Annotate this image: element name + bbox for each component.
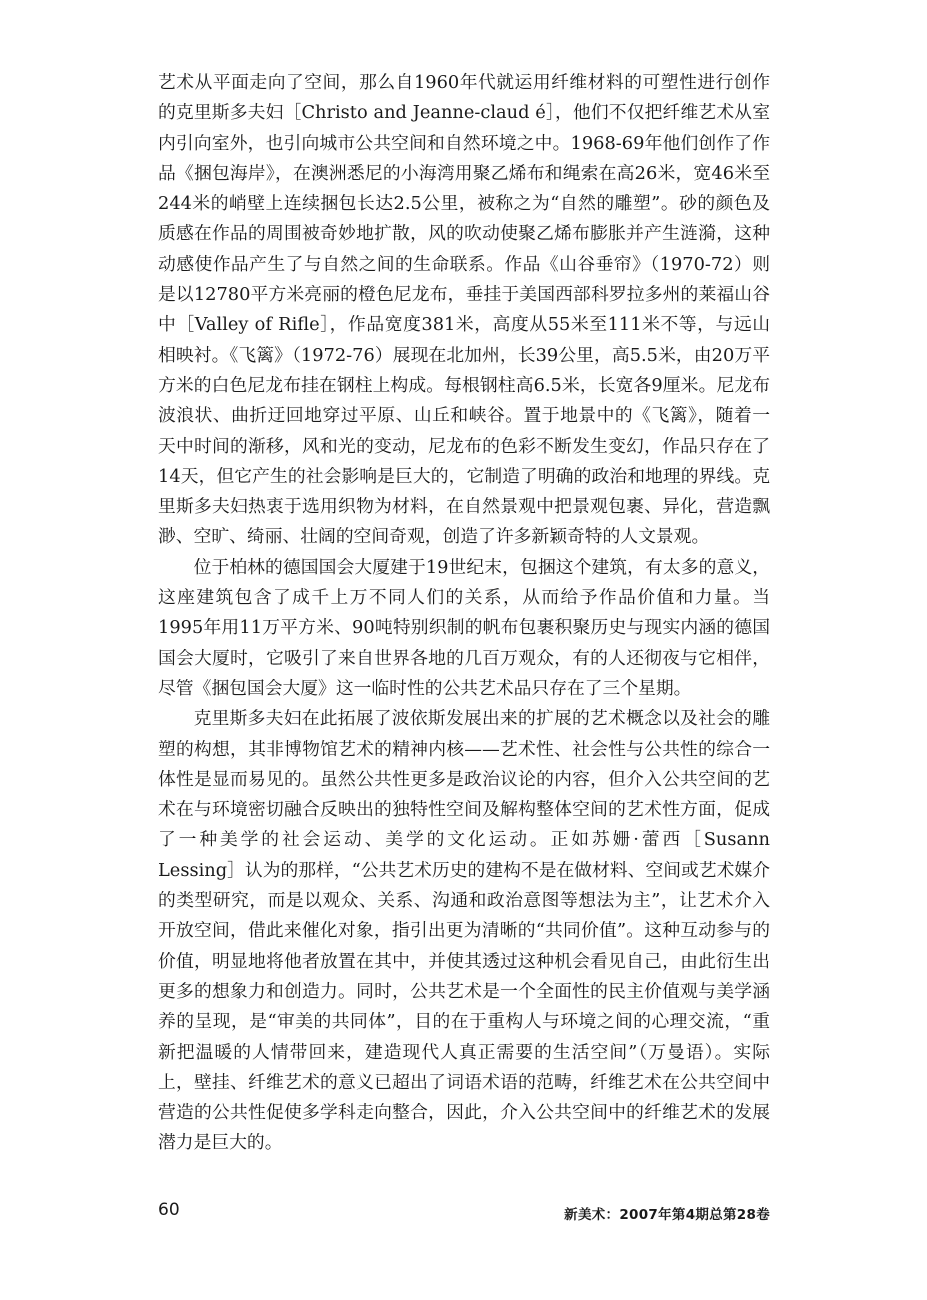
- paragraph-public-art: 克里斯多夫妇在此拓展了波依斯发展出来的扩展的艺术概念以及社会的雕塑的构想，其非博物馆艺术的精神内核——艺术性、社会性与公共性的综合一体性是显而易见的。虽然公共性更多是政治议论的内容，但介入公共空间的艺术在与环境密切融合反映出的独特性空间及解构整体空间的艺术性方面，促成了一种美学的社会运动、美学的文化运动。正如苏姗·蕾西［Susann Lessing］认为的那样，“公共艺术历史的建构不是在做材料、空间或艺术媒介的类型研究，而是以观众、关系、沟通和政治意图等想法为主”，让艺术介入开放空间，借此来催化对象，指引出更为清晰的“共同价值”。这种互动参与的价值，明显地将他者放置在其中，并使其透过这种机会看见自己，由此衍生出更多的想象力和创造力。同时，公共艺术是一个全面性的民主价值观与美学涵养的呈现，是“审美的共同体”，目的在于重构人与环境之间的心理交流，“重新把温暖的人情带回来，建造现代人真正需要的生活空间”（万曼语）。实际上，壁挂、纤维艺术的意义已超出了词语术语的范畴，纤维艺术在公共空间中营造的公共性促使多学科走向整合，因此，介入公共空间中的纤维艺术的发展潜力是巨大的。: [158, 708, 770, 1154]
- paragraph-christo-works: 艺术从平面走向了空间，那么自1960年代就运用纤维材料的可塑性进行创作的克里斯多夫妇［Christo and Jeanne-claud é］，他们不仅把纤维艺术从室内引向室外，也引向城市公共空间和自然环境之中。1968-69年他们创作了作品《捆包海岸》，在澳洲悉尼的小海湾用聚乙烯布和绳索在高26米，宽46米至244米的峭壁上连续捆包长达2.5公里，被称之为“自然的雕塑”。砂的颜色及质感在作品的周围被奇妙地扩散，风的吹动使聚乙烯布膨胀并产生涟漪，这种动感使作品产生了与自然之间的生命联系。作品《山谷垂帘》（1970-72）则是以12780平方米亮丽的橙色尼龙布，垂挂于美国西部科罗拉多州的莱福山谷中［Valley of Rifle］，作品宽度381米，高度从55米至111米不等，与远山相映衬。《飞篱》（1972-76）展现在北加州，长39公里，高5.5米，由20万平方米的白色尼龙布挂在钢柱上构成。每根钢柱高6.5米，长宽各9厘米。尼龙布波浪状、曲折迂回地穿过平原、山丘和峡谷。置于地景中的《飞篱》，随着一天中时间的渐移，风和光的变动，尼龙布的色彩不断发生变幻，作品只存在了14天，但它产生的社会影响是巨大的，它制造了明确的政治和地理的界线。克里斯多夫妇热衷于选用织物为材料，在自然景观中把景观包裹、异化，营造飘渺、空旷、绮丽、壮阔的空间奇观，创造了许多新颖奇特的人文景观。: [158, 72, 770, 548]
- journal-info: 新美术：2007年第4期总第28卷: [564, 1207, 770, 1223]
- page-footer: [158, 1200, 770, 1228]
- article-body: [158, 68, 770, 1159]
- page-number: 60: [158, 1200, 180, 1220]
- paragraph-reichstag: 位于柏林的德国国会大厦建于19世纪末，包捆这个建筑，有太多的意义，这座建筑包含了成千上万不同人们的关系，从而给予作品价值和力量。当1995年用11万平方米、90吨特别织制的帆布包裹积聚历史与现实内涵的德国国会大厦时，它吸引了来自世界各地的几百万观众，有的人还彻夜与它相伴，尽管《捆包国会大厦》这一临时性的公共艺术品只存在了三个星期。: [158, 556, 770, 699]
